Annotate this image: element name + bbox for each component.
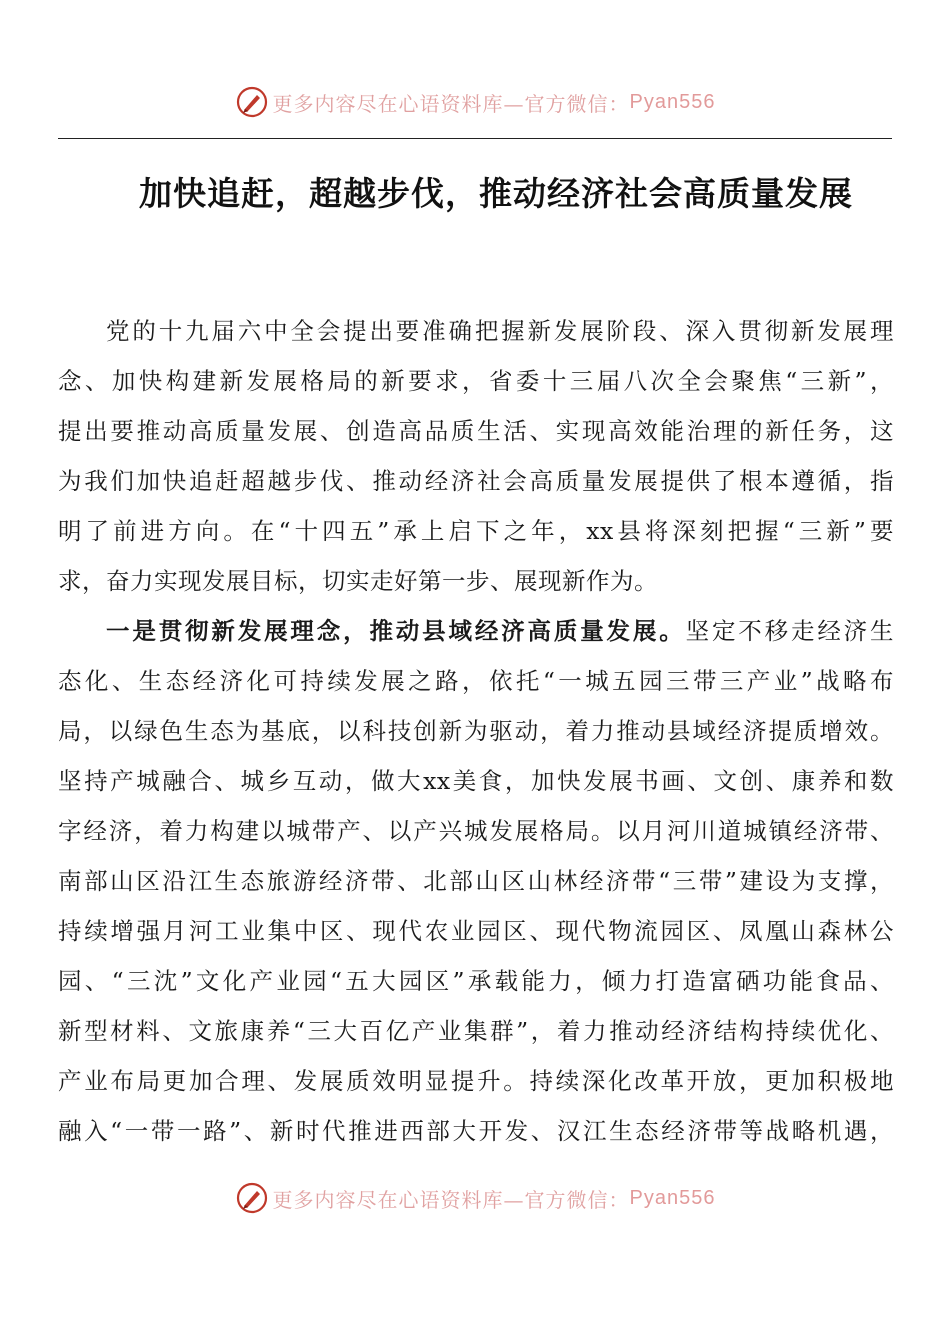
paragraph-line: 明了前进方向。在“十四五”承上启下之年，xx县将深刻把握“三新”要 xyxy=(58,517,894,545)
footer-banner-text: 更多内容尽在心语资料库—官方微信： xyxy=(272,1187,630,1212)
footer-banner-code: Pyan556 xyxy=(629,1186,716,1209)
paragraph-line: 为我们加快追赶超越步伐、推动经济社会高质量发展提供了根本遵循，指 xyxy=(58,467,894,495)
header-banner xyxy=(0,82,950,122)
footer-banner xyxy=(0,1178,950,1218)
paragraph-line: 坚持产城融合、城乡互动，做大xx美食，加快发展书画、文创、康养和数 xyxy=(58,767,894,795)
paragraph-line: 念、加快构建新发展格局的新要求，省委十三届八次全会聚焦“三新”， xyxy=(58,367,894,395)
document-title: 加快追赶，超越步伐，推动经济社会高质量发展 xyxy=(139,174,853,213)
paragraph-line: 持续增强月河工业集中区、现代农业园区、现代物流园区、凤凰山森林公 xyxy=(58,917,894,945)
paragraph-line: 产业布局更加合理、发展质效明显提升。持续深化改革开放，更加积极地 xyxy=(58,1067,894,1095)
section-first-line xyxy=(58,606,894,656)
section-first-line-rest: 坚定不移走经济生 xyxy=(685,617,894,645)
paragraph-line: 融入“一带一路”、新时代推进西部大开发、汉江生态经济带等战略机遇， xyxy=(58,1117,894,1145)
section-heading: 一是贯彻新发展理念，推动县域经济高质量发展。 xyxy=(106,617,686,645)
paragraph-line: 园、“三沈”文化产业园“五大园区”承载能力，倾力打造富硒功能食品、 xyxy=(58,967,894,995)
paragraph-line: 南部山区沿江生态旅游经济带、北部山区山林经济带“三带”建设为支撑， xyxy=(58,867,894,895)
paragraph-line: 局，以绿色生态为基底，以科技创新为驱动，着力推动县域经济提质增效。 xyxy=(58,717,894,745)
paragraph-line: 党的十九届六中全会提出要准确把握新发展阶段、深入贯彻新发展理 xyxy=(106,317,894,345)
header-banner-code: Pyan556 xyxy=(629,90,716,113)
paragraph-line: 新型材料、文旅康养“三大百亿产业集群”，着力推动经济结构持续优化、 xyxy=(58,1017,894,1045)
pen-logo-icon xyxy=(235,85,269,119)
header-banner-text: 更多内容尽在心语资料库—官方微信： xyxy=(272,91,630,116)
header-rule xyxy=(58,138,892,139)
paragraph-line: 提出要推动高质量发展、创造高品质生活、实现高效能治理的新任务，这 xyxy=(58,417,894,445)
paragraph-line: 求，奋力实现发展目标，切实走好第一步、展现新作为。 xyxy=(58,567,658,595)
paragraph-line: 态化、生态经济化可持续发展之路，依托“一城五园三带三产业”战略布 xyxy=(58,667,894,695)
paragraph-line: 字经济，着力构建以城带产、以产兴城发展格局。以月河川道城镇经济带、 xyxy=(58,817,894,845)
document-body xyxy=(58,306,894,1156)
pen-logo-icon xyxy=(235,1181,269,1215)
